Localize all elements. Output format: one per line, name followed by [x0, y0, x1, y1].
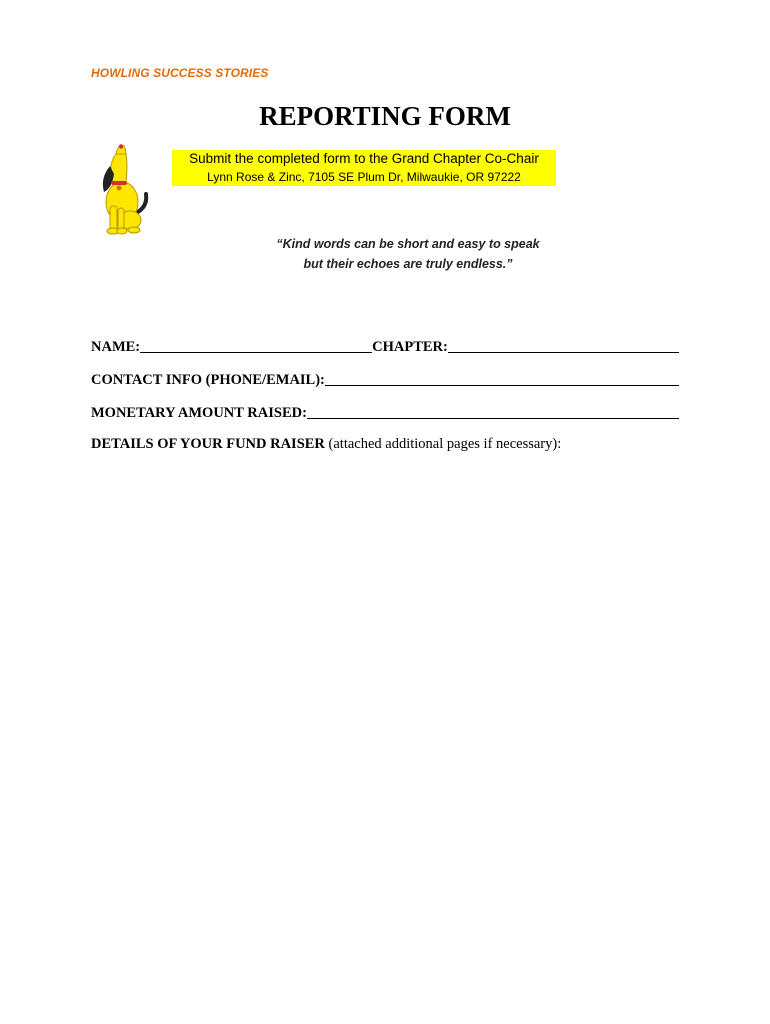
- contact-label: CONTACT INFO (PHONE/EMAIL):: [91, 372, 325, 388]
- quote: [0, 234, 770, 274]
- monetary-label: MONETARY AMOUNT RAISED:: [91, 405, 307, 421]
- submit-instructions: [172, 150, 556, 186]
- quote-line-2: but their echoes are truly endless.”: [303, 257, 513, 271]
- chapter-field[interactable]: [448, 336, 679, 353]
- name-chapter-row: [91, 336, 679, 356]
- header-label: HOWLING SUCCESS STORIES: [91, 66, 269, 80]
- details-label: DETAILS OF YOUR FUND RAISER: [91, 436, 325, 452]
- details-row: [91, 436, 561, 453]
- quote-line-1: “Kind words can be short and easy to speak: [276, 237, 540, 251]
- contact-row: [91, 369, 679, 389]
- submit-address: Lynn Rose & Zinc, 7105 SE Plum Dr, Milwaukie, OR 97222: [207, 170, 521, 184]
- contact-field[interactable]: [325, 369, 679, 386]
- name-label: NAME:: [91, 339, 141, 355]
- monetary-field[interactable]: [307, 402, 679, 419]
- page-title: REPORTING FORM: [259, 101, 511, 131]
- name-field[interactable]: [140, 336, 372, 353]
- chapter-label: CHAPTER:: [372, 339, 448, 355]
- submit-line: Submit the completed form to the Grand Chapter Co-Chair: [189, 151, 539, 166]
- details-note: (attached additional pages if necessary):: [324, 436, 562, 452]
- howling-dog-icon: [96, 144, 152, 236]
- monetary-row: [91, 402, 679, 422]
